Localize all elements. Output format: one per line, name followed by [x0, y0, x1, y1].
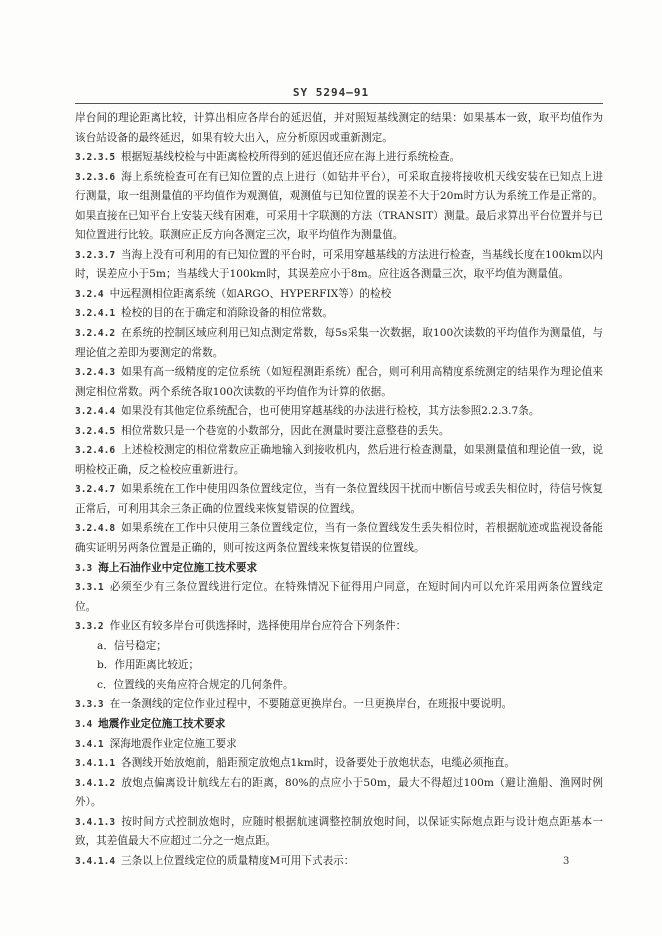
clause-text: 检校的目的在于确定和消除设备的相位常数。 [121, 307, 333, 320]
section-heading [75, 715, 603, 735]
clause-text: 必须至少有三条位置线进行定位。在特殊情况下征得用户同意，在短时间内可以允许采用两条位置线定位。 [75, 581, 603, 613]
clause-paragraph [75, 148, 603, 168]
clause-text: 三条以上位置线定位的质量精度M可用下式表示： [121, 854, 355, 867]
clause-number: 3.2.4.3 [75, 367, 116, 379]
clause-paragraph [75, 246, 603, 285]
clause-paragraph [75, 109, 603, 148]
clause-text: 地震作业定位施工技术要求 [98, 717, 226, 730]
clause-paragraph [75, 304, 603, 324]
clause-number: 3.3.1 [75, 582, 104, 594]
clause-number: 3.4 [75, 718, 93, 730]
clause-text: 在一条测线的定位作业过程中，不要随意更换岸台。一旦更换岸台，在班报中要说明。 [109, 698, 513, 711]
clause-paragraph [75, 578, 603, 617]
clause-number: 3.3 [75, 562, 93, 574]
clause-text: a．信号稳定； [97, 639, 167, 652]
clause-number: 3.3.3 [75, 699, 104, 711]
clause-text: 相位常数只是一个巷宽的小数部分，因此在测量时要注意整巷的丢失。 [121, 424, 450, 437]
clause-number: 3.3.2 [75, 621, 104, 633]
clause-paragraph [75, 852, 603, 872]
clause-paragraph [75, 754, 603, 774]
clause-text: 海上石油作业中定位施工技术要求 [98, 561, 258, 574]
clause-paragraph [75, 168, 603, 246]
clause-text: 按时间方式控制放炮时，应随时根据航速调整控制放炮时间，以保证实际炮点距与设计炮点距基本一致，其差值最大不应超过二分之一炮点距。 [75, 815, 603, 848]
clause-text: 如果没有其他定位系统配合，也可使用穿越基线的办法进行检校，其方法参照2.2.3.7条。 [121, 405, 540, 418]
clause-text: 上述检校测定的相位常数应正确地输入到接收机内，然后进行检查测量，如果测量值和理论值一致，说明检校正确，反之检校应重新进行。 [75, 444, 603, 476]
clause-text: 海上系统检查可在有已知位置的点上进行（如钻井平台），可采取直接将接收机天线安装在已知点上进行测量，取一组测量值的平均值作为观测值，观测值与已知位置的误差不大于20m时方认为系统工作是正常的。如果直接在已知平台上安装天线有困难，可采用十字联测的方法（TRANSIT）测量。最后求算出平台位置并与已知位置进行比较。联测应正反方向各测定三次，取平均值作为测量值。 [75, 170, 603, 242]
header-rule [75, 103, 603, 104]
clause-text: 深海地震作业定位施工要求 [109, 737, 237, 750]
clause-number: 3.4.1 [75, 738, 104, 750]
clause-number: 3.2.4.7 [75, 484, 116, 496]
clause-text: b．作用距离比较近； [97, 659, 200, 672]
clause-text: c．位置线的夹角应符合规定的几何条件。 [97, 678, 294, 691]
page-number: 3 [563, 856, 570, 867]
clause-number: 3.2.4.1 [75, 308, 116, 320]
clause-number: 3.4.1.2 [75, 777, 116, 789]
clause-text: 作业区有较多岸台可供选择时，选择使用岸台应符合下列条件： [109, 620, 407, 633]
clause-number: 3.2.4.8 [75, 523, 116, 535]
section-heading [75, 559, 603, 579]
clause-text: 根据短基线校检与中距离检校所得到的延迟值还应在海上进行系统检查。 [121, 151, 461, 164]
clause-number: 3.2.3.7 [75, 249, 116, 261]
list-item [75, 637, 603, 657]
clause-text: 岸台间的理论距离比较，计算出相应各岸台的延迟值，并对照短基线测定的结果：如果基本一致，取平均值作为该台站设备的最终延迟，如果有较大出入，应分析原因或重新测定。 [75, 112, 603, 144]
clause-number: 3.4.1.3 [75, 816, 116, 828]
clause-text: 中远程测相位距离系统（如ARGO、HYPERFIX等）的检校 [109, 287, 392, 300]
clause-text: 放炮点偏离设计航线左右的距离，80%的点应小于50m，最大不得超过100m（避让渔船、渔网时例外）。 [75, 776, 603, 809]
clause-paragraph [75, 735, 603, 755]
clause-paragraph [75, 363, 603, 402]
clause-paragraph [75, 519, 603, 558]
clause-number: 3.2.4 [75, 288, 104, 300]
clause-number: 3.4.1.1 [75, 758, 116, 770]
clause-number: 3.2.3.5 [75, 152, 116, 164]
clause-paragraph [75, 695, 603, 715]
clause-text: 当海上没有可利用的有已知位置的平台时，可采用穿越基线的方法进行检查，当基线长度在100km以内时，误差应小于5m；当基线大于100km时，其误差应小于8m。应往返各测量三次，取平均值为测量值。 [75, 248, 603, 281]
clause-paragraph [75, 422, 603, 442]
clause-paragraph [75, 402, 603, 422]
standard-code-header: SY 5294—91 [292, 86, 370, 99]
clause-paragraph [75, 441, 603, 480]
clause-text: 如果系统在工作中使用四条位置线定位，当有一条位置线因干扰而中断信号或丢失相位时，待信号恢复正常后，可利用其余三条正确的位置线来恢复错误的位置线。 [75, 483, 603, 515]
clause-number: 3.2.4.5 [75, 425, 116, 437]
list-item [75, 656, 603, 676]
clause-number: 3.2.3.6 [75, 171, 116, 183]
document-body [75, 109, 603, 871]
clause-text: 各测线开始放炮前，船距预定放炮点1km时，设备要处于放炮状态，电缆必须拖直。 [121, 757, 516, 770]
clause-paragraph [75, 285, 603, 305]
clause-paragraph [75, 617, 603, 637]
clause-paragraph [75, 774, 603, 813]
clause-number: 3.2.4.6 [75, 445, 116, 457]
clause-number: 3.4.1.4 [75, 855, 116, 867]
list-item [75, 676, 603, 696]
clause-text: 在系统的控制区域应利用已知点测定常数，每5s采集一次数据，取100次读数的平均值作为测量值，与理论值之差即为要测定的常数。 [75, 327, 603, 359]
clause-number: 3.2.4.2 [75, 328, 116, 340]
clause-text: 如果有高一级精度的定位系统（如短程测距系统）配合，则可利用高精度系统测定的结果作为理论值来测定相位常数。两个系统各取100次读数的平均值作为计算的依据。 [75, 366, 603, 398]
clause-number: 3.2.4.4 [75, 406, 116, 418]
clause-paragraph [75, 480, 603, 519]
clause-paragraph [75, 324, 603, 363]
clause-paragraph [75, 813, 603, 852]
clause-text: 如果系统在工作中只使用三条位置线定位，当有一条位置线发生丢失相位时，若根据航迹或监视设备能确实证明另两条位置是正确的，则可按这两条位置线来恢复错误的位置线。 [75, 522, 603, 555]
